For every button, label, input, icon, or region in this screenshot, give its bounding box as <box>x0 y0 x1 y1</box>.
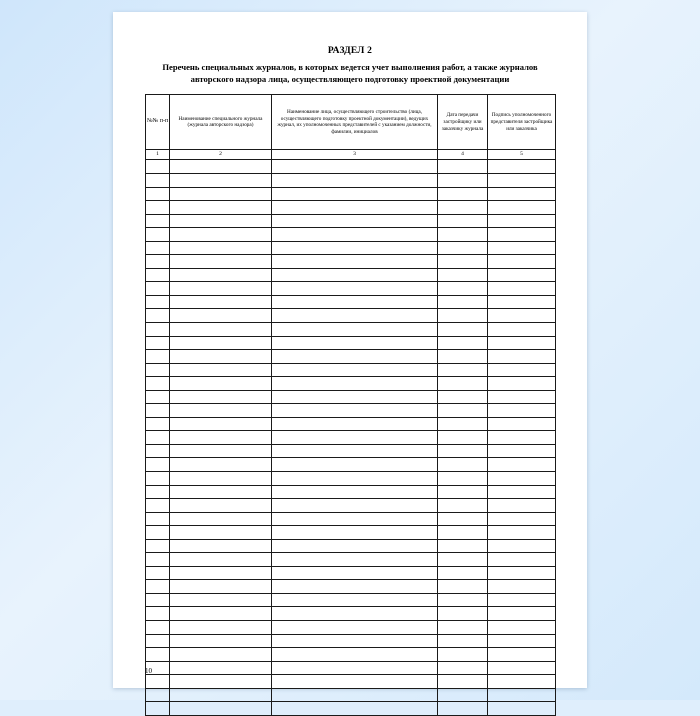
table-cell[interactable] <box>146 350 170 364</box>
table-cell[interactable] <box>488 390 556 404</box>
table-cell[interactable] <box>146 702 170 716</box>
table-cell[interactable] <box>170 485 272 499</box>
table-cell[interactable] <box>438 228 488 242</box>
registry-table <box>145 94 556 715</box>
table-row[interactable] <box>146 512 556 526</box>
table-cell[interactable] <box>438 661 488 675</box>
table-cell[interactable] <box>272 648 438 662</box>
table-row[interactable] <box>146 390 556 404</box>
table-cell[interactable] <box>438 580 488 594</box>
table-row[interactable] <box>146 336 556 350</box>
table-cell[interactable] <box>438 526 488 540</box>
table-cell[interactable] <box>488 675 556 689</box>
table-row[interactable] <box>146 553 556 567</box>
table-cell[interactable] <box>272 621 438 635</box>
column-header-journal-name: Наименование специального журнала (журнала авторского надзора) <box>170 95 272 150</box>
table-cell[interactable] <box>146 512 170 526</box>
table-cell[interactable] <box>272 471 438 485</box>
table-cell[interactable] <box>488 512 556 526</box>
table-cell[interactable] <box>438 160 488 174</box>
table-cell[interactable] <box>438 363 488 377</box>
table-cell[interactable] <box>170 526 272 540</box>
table-cell[interactable] <box>170 499 272 513</box>
table-cell[interactable] <box>438 444 488 458</box>
table-cell[interactable] <box>438 282 488 296</box>
table-cell[interactable] <box>438 214 488 228</box>
table-cell[interactable] <box>146 566 170 580</box>
table-cell[interactable] <box>272 160 438 174</box>
table-cell[interactable] <box>272 255 438 269</box>
table-cell[interactable] <box>170 228 272 242</box>
table-cell[interactable] <box>170 322 272 336</box>
table-cell[interactable] <box>438 201 488 215</box>
table-row[interactable] <box>146 377 556 391</box>
table-header <box>146 95 556 160</box>
table-cell[interactable] <box>146 282 170 296</box>
table-cell[interactable] <box>272 512 438 526</box>
table-cell[interactable] <box>488 173 556 187</box>
table-cell[interactable] <box>272 322 438 336</box>
column-header-number: №№ п-п <box>146 95 170 150</box>
table-row[interactable] <box>146 661 556 675</box>
table-cell[interactable] <box>272 350 438 364</box>
table-cell[interactable] <box>272 201 438 215</box>
table-cell[interactable] <box>272 431 438 445</box>
table-row[interactable] <box>146 241 556 255</box>
table-cell[interactable] <box>146 173 170 187</box>
table-cell[interactable] <box>272 173 438 187</box>
table-cell[interactable] <box>146 377 170 391</box>
table-cell[interactable] <box>272 499 438 513</box>
table-cell[interactable] <box>438 350 488 364</box>
table-cell[interactable] <box>272 444 438 458</box>
table-cell[interactable] <box>170 282 272 296</box>
table-cell[interactable] <box>272 485 438 499</box>
table-row[interactable] <box>146 282 556 296</box>
column-number-4: 4 <box>438 150 488 160</box>
table-cell[interactable] <box>438 539 488 553</box>
table-cell[interactable] <box>146 322 170 336</box>
table-cell[interactable] <box>488 187 556 201</box>
table-row[interactable] <box>146 485 556 499</box>
table-cell[interactable] <box>146 336 170 350</box>
table-row[interactable] <box>146 295 556 309</box>
table-header-row <box>146 95 556 150</box>
table-cell[interactable] <box>146 553 170 567</box>
table-cell[interactable] <box>438 553 488 567</box>
table-cell[interactable] <box>170 295 272 309</box>
table-row[interactable] <box>146 526 556 540</box>
page-number: 10 <box>145 667 152 675</box>
table-cell[interactable] <box>146 214 170 228</box>
table-row[interactable] <box>146 404 556 418</box>
table-cell[interactable] <box>488 255 556 269</box>
table-cell[interactable] <box>170 634 272 648</box>
table-row[interactable] <box>146 621 556 635</box>
table-cell[interactable] <box>146 471 170 485</box>
table-cell[interactable] <box>170 404 272 418</box>
table-cell[interactable] <box>488 485 556 499</box>
table-cell[interactable] <box>488 458 556 472</box>
table-cell[interactable] <box>488 201 556 215</box>
table-cell[interactable] <box>488 417 556 431</box>
table-cell[interactable] <box>438 512 488 526</box>
table-cell[interactable] <box>438 377 488 391</box>
table-cell[interactable] <box>272 566 438 580</box>
table-cell[interactable] <box>170 255 272 269</box>
table-cell[interactable] <box>272 634 438 648</box>
table-cell[interactable] <box>146 499 170 513</box>
table-cell[interactable] <box>488 648 556 662</box>
table-row[interactable] <box>146 539 556 553</box>
table-row[interactable] <box>146 471 556 485</box>
table-cell[interactable] <box>438 607 488 621</box>
table-row[interactable] <box>146 634 556 648</box>
table-cell[interactable] <box>488 282 556 296</box>
table-cell[interactable] <box>488 295 556 309</box>
table-row[interactable] <box>146 173 556 187</box>
table-row[interactable] <box>146 499 556 513</box>
table-cell[interactable] <box>170 702 272 716</box>
table-cell[interactable] <box>438 485 488 499</box>
table-cell[interactable] <box>272 363 438 377</box>
table-cell[interactable] <box>488 322 556 336</box>
table-cell[interactable] <box>272 526 438 540</box>
table-cell[interactable] <box>488 499 556 513</box>
table-cell[interactable] <box>438 458 488 472</box>
page-content <box>145 46 555 716</box>
table-cell[interactable] <box>146 404 170 418</box>
table-cell[interactable] <box>146 201 170 215</box>
table-cell[interactable] <box>488 336 556 350</box>
table-cell[interactable] <box>438 417 488 431</box>
table-cell[interactable] <box>170 309 272 323</box>
table-cell[interactable] <box>272 309 438 323</box>
table-cell[interactable] <box>170 621 272 635</box>
table-cell[interactable] <box>170 390 272 404</box>
table-cell[interactable] <box>488 539 556 553</box>
table-row[interactable] <box>146 363 556 377</box>
table-row[interactable] <box>146 593 556 607</box>
table-row[interactable] <box>146 309 556 323</box>
table-cell[interactable] <box>272 417 438 431</box>
table-cell[interactable] <box>272 404 438 418</box>
table-cell[interactable] <box>488 607 556 621</box>
table-cell[interactable] <box>488 471 556 485</box>
table-cell[interactable] <box>488 634 556 648</box>
table-cell[interactable] <box>170 553 272 567</box>
table-cell[interactable] <box>272 580 438 594</box>
table-cell[interactable] <box>146 526 170 540</box>
table-cell[interactable] <box>146 593 170 607</box>
table-cell[interactable] <box>146 309 170 323</box>
table-cell[interactable] <box>272 553 438 567</box>
table-cell[interactable] <box>438 648 488 662</box>
table-cell[interactable] <box>488 350 556 364</box>
table-cell[interactable] <box>146 160 170 174</box>
table-cell[interactable] <box>488 526 556 540</box>
table-cell[interactable] <box>438 187 488 201</box>
table-row[interactable] <box>146 350 556 364</box>
table-row[interactable] <box>146 214 556 228</box>
table-cell[interactable] <box>146 295 170 309</box>
table-row[interactable] <box>146 268 556 282</box>
table-row[interactable] <box>146 322 556 336</box>
table-cell[interactable] <box>438 268 488 282</box>
table-cell[interactable] <box>438 634 488 648</box>
column-header-organization: Наименование лица, осуществляющего строительство (лица, осуществляющего подготовку проектной документации), ведущих журнал, их уполномоченных представителей с указанием должности, фамилии, инициалов <box>272 95 438 150</box>
table-row[interactable] <box>146 675 556 689</box>
table-cell[interactable] <box>272 336 438 350</box>
table-cell[interactable] <box>438 566 488 580</box>
table-cell[interactable] <box>272 702 438 716</box>
table-cell[interactable] <box>272 295 438 309</box>
table-column-number-row <box>146 150 556 160</box>
table-cell[interactable] <box>438 255 488 269</box>
table-row[interactable] <box>146 160 556 174</box>
table-cell[interactable] <box>170 648 272 662</box>
table-cell[interactable] <box>438 702 488 716</box>
table-cell[interactable] <box>146 417 170 431</box>
page-title: РАЗДЕЛ 2 <box>327 46 373 56</box>
document-page <box>113 12 587 688</box>
page-subtitle: Перечень специальных журналов, в которых ведется учет выполнения работ, а также журналов авторского надзора лица, осуществляющего подготовку проектной документации <box>162 62 538 85</box>
table-cell[interactable] <box>488 702 556 716</box>
table-cell[interactable] <box>272 377 438 391</box>
table-cell[interactable] <box>146 431 170 445</box>
table-cell[interactable] <box>272 675 438 689</box>
table-cell[interactable] <box>488 214 556 228</box>
column-number-5: 5 <box>488 150 556 160</box>
table-cell[interactable] <box>170 336 272 350</box>
table-cell[interactable] <box>438 471 488 485</box>
table-cell[interactable] <box>146 675 170 689</box>
table-cell[interactable] <box>146 539 170 553</box>
table-cell[interactable] <box>438 173 488 187</box>
table-cell[interactable] <box>170 661 272 675</box>
table-cell[interactable] <box>438 295 488 309</box>
table-cell[interactable] <box>146 634 170 648</box>
table-cell[interactable] <box>488 444 556 458</box>
table-cell[interactable] <box>170 173 272 187</box>
table-row[interactable] <box>146 607 556 621</box>
table-cell[interactable] <box>170 350 272 364</box>
table-cell[interactable] <box>272 282 438 296</box>
table-cell[interactable] <box>438 309 488 323</box>
table-cell[interactable] <box>146 228 170 242</box>
table-cell[interactable] <box>488 363 556 377</box>
table-cell[interactable] <box>170 268 272 282</box>
table-cell[interactable] <box>146 255 170 269</box>
column-number-1: 1 <box>146 150 170 160</box>
table-cell[interactable] <box>438 390 488 404</box>
table-cell[interactable] <box>488 160 556 174</box>
table-cell[interactable] <box>146 458 170 472</box>
table-cell[interactable] <box>488 228 556 242</box>
table-cell[interactable] <box>438 675 488 689</box>
table-cell[interactable] <box>488 377 556 391</box>
table-cell[interactable] <box>272 607 438 621</box>
table-cell[interactable] <box>488 580 556 594</box>
table-cell[interactable] <box>170 444 272 458</box>
table-cell[interactable] <box>272 187 438 201</box>
table-cell[interactable] <box>272 241 438 255</box>
table-cell[interactable] <box>170 160 272 174</box>
table-row[interactable] <box>146 566 556 580</box>
column-header-transfer-date: Дата передачи застройщику или заказчику журнала <box>438 95 488 150</box>
table-cell[interactable] <box>272 539 438 553</box>
table-cell[interactable] <box>170 377 272 391</box>
table-cell[interactable] <box>488 268 556 282</box>
table-cell[interactable] <box>438 621 488 635</box>
table-cell[interactable] <box>488 404 556 418</box>
table-row[interactable] <box>146 255 556 269</box>
table-cell[interactable] <box>146 241 170 255</box>
table-cell[interactable] <box>272 661 438 675</box>
table-cell[interactable] <box>170 201 272 215</box>
table-cell[interactable] <box>488 553 556 567</box>
table-row[interactable] <box>146 580 556 594</box>
table-cell[interactable] <box>146 187 170 201</box>
table-cell[interactable] <box>488 241 556 255</box>
table-cell[interactable] <box>146 390 170 404</box>
table-row[interactable] <box>146 201 556 215</box>
table-cell[interactable] <box>170 512 272 526</box>
table-row[interactable] <box>146 444 556 458</box>
table-cell[interactable] <box>146 580 170 594</box>
table-cell[interactable] <box>438 336 488 350</box>
table-cell[interactable] <box>272 268 438 282</box>
table-cell[interactable] <box>438 431 488 445</box>
table-cell[interactable] <box>170 187 272 201</box>
table-cell[interactable] <box>272 390 438 404</box>
table-cell[interactable] <box>170 363 272 377</box>
table-cell[interactable] <box>488 309 556 323</box>
table-cell[interactable] <box>146 621 170 635</box>
table-cell[interactable] <box>146 648 170 662</box>
table-cell[interactable] <box>272 458 438 472</box>
table-cell[interactable] <box>170 214 272 228</box>
table-cell[interactable] <box>488 621 556 635</box>
table-cell[interactable] <box>146 268 170 282</box>
table-cell[interactable] <box>146 485 170 499</box>
table-cell[interactable] <box>438 241 488 255</box>
table-body <box>146 160 556 715</box>
table-row[interactable] <box>146 187 556 201</box>
table-cell[interactable] <box>488 566 556 580</box>
table-cell[interactable] <box>488 661 556 675</box>
table-row[interactable] <box>146 431 556 445</box>
table-cell[interactable] <box>170 539 272 553</box>
column-header-signature: Подпись уполномоченного представителя застройщика или заказчика <box>488 95 556 150</box>
table-cell[interactable] <box>170 593 272 607</box>
table-cell[interactable] <box>170 607 272 621</box>
column-number-2: 2 <box>170 150 272 160</box>
table-row[interactable] <box>146 228 556 242</box>
table-cell[interactable] <box>146 363 170 377</box>
table-cell[interactable] <box>438 322 488 336</box>
table-cell[interactable] <box>170 471 272 485</box>
table-cell[interactable] <box>488 431 556 445</box>
table-row[interactable] <box>146 417 556 431</box>
table-cell[interactable] <box>170 417 272 431</box>
table-cell[interactable] <box>170 580 272 594</box>
table-cell[interactable] <box>272 593 438 607</box>
table-cell[interactable] <box>170 431 272 445</box>
table-cell[interactable] <box>146 607 170 621</box>
table-cell[interactable] <box>146 444 170 458</box>
table-cell[interactable] <box>438 499 488 513</box>
table-cell[interactable] <box>170 675 272 689</box>
table-cell[interactable] <box>438 404 488 418</box>
table-row[interactable] <box>146 458 556 472</box>
table-cell[interactable] <box>488 593 556 607</box>
table-row[interactable] <box>146 648 556 662</box>
table-cell[interactable] <box>170 241 272 255</box>
table-row[interactable] <box>146 702 556 716</box>
table-cell[interactable] <box>170 566 272 580</box>
table-cell[interactable] <box>170 458 272 472</box>
table-cell[interactable] <box>438 593 488 607</box>
table-cell[interactable] <box>272 228 438 242</box>
table-cell[interactable] <box>272 214 438 228</box>
column-number-3: 3 <box>272 150 438 160</box>
